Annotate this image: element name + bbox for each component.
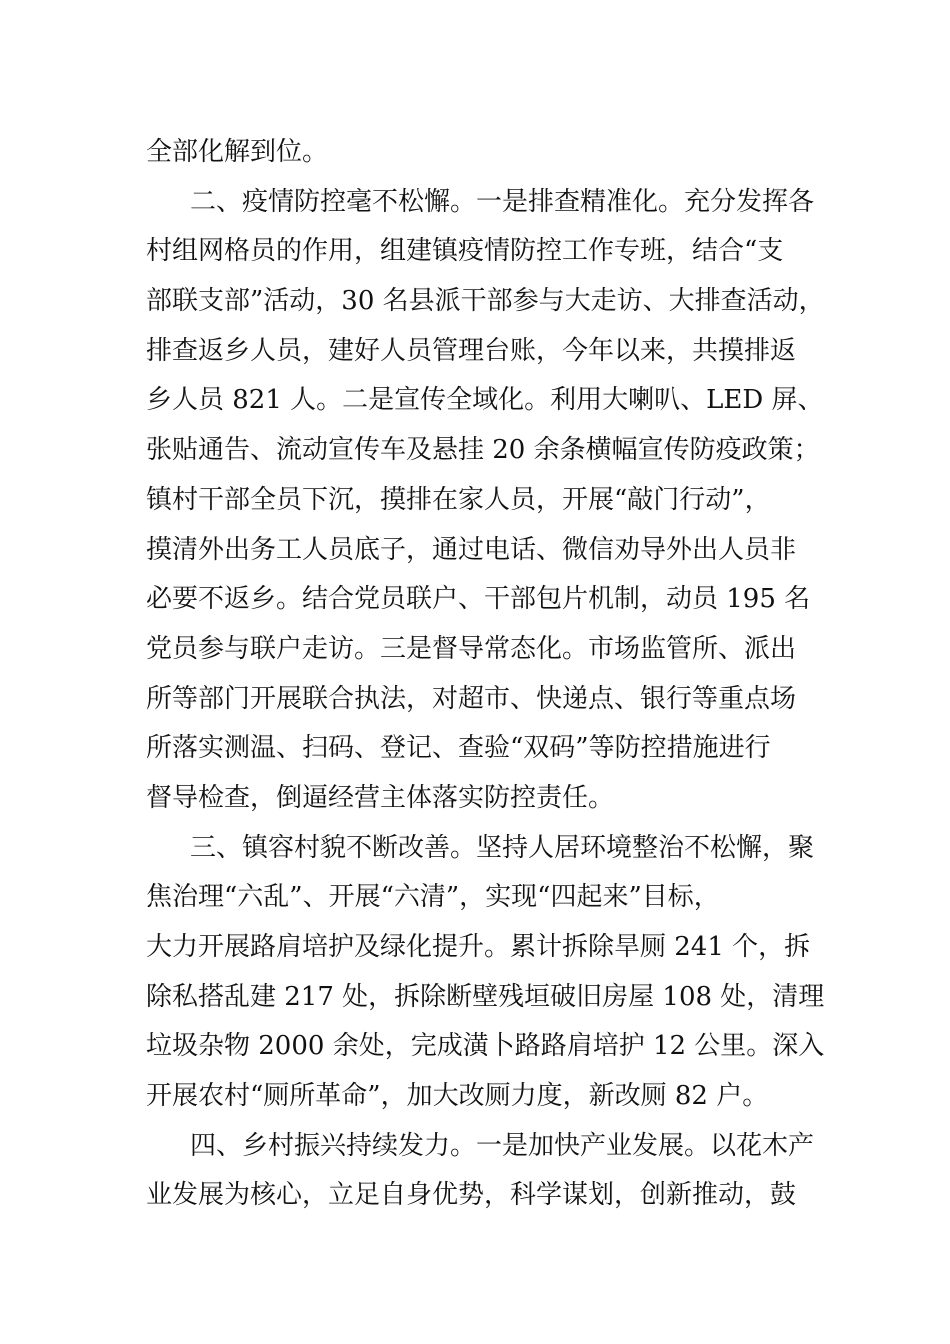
text-line: 乡人员 821 人。二是宣传全域化。利用大喇叭、LED 屏、 xyxy=(146,385,824,416)
text-line: 督导检查，倒逼经营主体落实防控责任。 xyxy=(146,782,615,813)
text-line: 垃圾杂物 2000 余处，完成潢卜路路肩培护 12 公里。深入 xyxy=(146,1031,825,1062)
text-line: 张贴通告、流动宣传车及悬挂 20 余条横幅宣传防疫政策； xyxy=(146,435,820,466)
text-line: 除私搭乱建 217 处，拆除断壁残垣破旧房屋 108 处，清理 xyxy=(146,981,825,1012)
paragraph-start-line: 二、疫情防控毫不松懈。一是排查精准化。充分发挥各 xyxy=(190,186,815,217)
text-line: 业发展为核心，立足自身优势，科学谋划，创新推动，鼓 xyxy=(146,1180,797,1211)
text-line: 所等部门开展联合执法，对超市、快递点、银行等重点场 xyxy=(146,683,797,714)
paragraph-start-line: 三、镇容村貌不断改善。坚持人居环境整治不松懈，聚 xyxy=(190,832,815,863)
text-line: 镇村干部全员下沉，摸排在家人员，开展“敲门行动”， xyxy=(146,484,771,515)
text-line: 所落实测温、扫码、登记、查验“双码”等防控措施进行 xyxy=(146,733,771,764)
text-line: 开展农村“厕所革命”，加大改厕力度，新改厕 82 户。 xyxy=(146,1081,769,1112)
paragraph-start-line: 四、乡村振兴持续发力。一是加快产业发展。以花木产 xyxy=(190,1130,815,1161)
text-line: 党员参与联户走访。三是督导常态化。市场监管所、派出 xyxy=(146,633,797,664)
text-line: 摸清外出务工人员底子，通过电话、微信劝导外出人员非 xyxy=(146,534,797,565)
text-line: 部联支部”活动，30 名县派干部参与大走访、大排查活动， xyxy=(146,286,825,317)
text-line: 必要不返乡。结合党员联户、干部包片机制，动员 195 名 xyxy=(146,584,811,615)
text-line: 全部化解到位。 xyxy=(146,137,329,167)
text-line: 排查返乡人员，建好人员管理台账，今年以来，共摸排返 xyxy=(146,335,797,366)
text-line: 村组网格员的作用，组建镇疫情防控工作专班，结合“支 xyxy=(146,236,784,267)
body-text xyxy=(146,128,826,1221)
text-line: 焦治理“六乱”、开展“六清”，实现“四起来”目标， xyxy=(146,882,720,913)
text-line: 大力开展路肩培护及绿化提升。累计拆除旱厕 241 个，拆 xyxy=(146,932,811,962)
